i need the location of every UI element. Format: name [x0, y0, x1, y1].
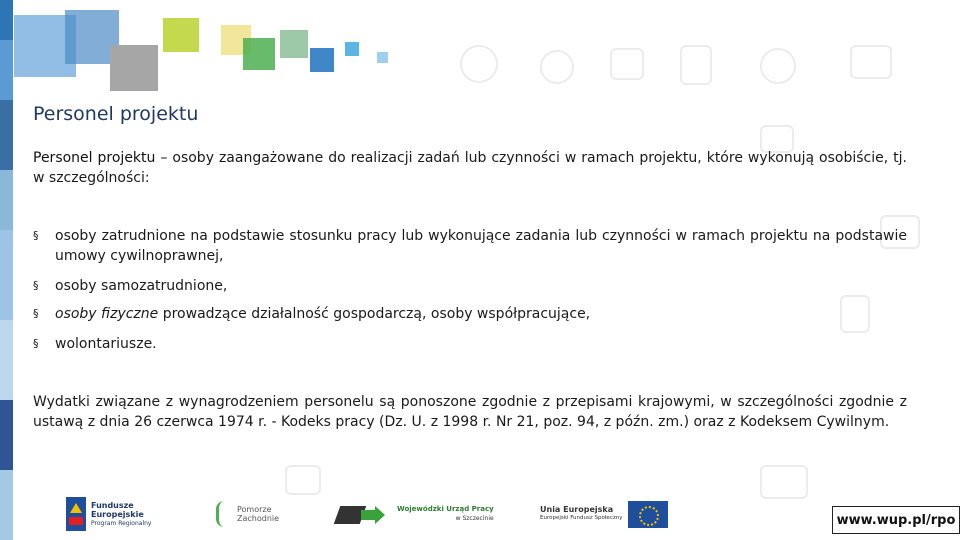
intro-text: – osoby zaangażowane do realizacji zadań lub czynności w ramach projektu, które wykonują osobiście, tj. w szczególności:	[33, 150, 907, 186]
strip-segment	[0, 400, 13, 470]
list-item-text: osoby samozatrudnione,	[55, 278, 228, 294]
decor-square	[310, 48, 334, 72]
list-item	[33, 226, 907, 266]
logo-unia-europejska	[540, 494, 668, 534]
logo1-line1: Fundusze	[91, 500, 134, 510]
decor-square	[377, 52, 388, 63]
list-item-italic: osoby fizyczne	[55, 306, 159, 322]
left-color-strip	[0, 0, 13, 540]
leaf-icon	[760, 48, 796, 84]
decor-square	[345, 42, 359, 56]
bullet-mark: §	[33, 279, 39, 292]
list-item-text: prowadzące działalność gospodarczą, osoby współpracujące,	[158, 306, 591, 322]
briefcase-icon	[285, 465, 321, 495]
bullet-mark: §	[33, 337, 39, 350]
wup-arrow-icon	[337, 502, 387, 526]
page-title: Personel projektu	[33, 103, 199, 125]
strip-segment	[0, 320, 13, 400]
strip-segment	[0, 100, 13, 170]
bullet-mark: §	[33, 229, 39, 242]
bullet-list	[33, 226, 907, 354]
speech-bubble-icon	[850, 45, 892, 79]
list-item	[33, 276, 907, 296]
logo-pomorze-zachodnie	[216, 494, 279, 534]
eu-flag-icon	[628, 501, 668, 528]
strip-segment	[0, 230, 13, 320]
list-item-text: osoby zatrudnione na podstawie stosunku pracy lub wykonujące zadania lub czynności w ramach projektu na podstawie umowy cywilnoprawnej,	[55, 228, 907, 264]
intro-lead: Personel projektu	[33, 150, 156, 166]
logo3-line2: w Szczecinie	[455, 515, 494, 522]
decor-square	[163, 18, 199, 52]
logo-fundusze-europejskie	[66, 494, 151, 534]
logo1-line2: Europejskie	[91, 509, 144, 519]
list-item	[33, 304, 907, 324]
train-icon	[680, 45, 712, 85]
legal-paragraph: Wydatki związane z wynagrodzeniem personelu są ponoszone zgodnie z przepisami krajowymi, w szczególności zgodnie z ustawą z dnia 26 czerwca 1974 r. - Kodeks pracy (Dz. U. z 1998 r. Nr 21, poz. 94, z późn. zm.) oraz z Kodeksem Cywilnym.	[33, 394, 907, 430]
tree-icon	[460, 45, 498, 83]
pomorze-leaf-icon	[216, 501, 233, 527]
logo-wup-szczecin	[337, 494, 494, 534]
strip-segment	[0, 40, 13, 100]
list-item	[33, 334, 907, 354]
decor-square	[110, 45, 158, 91]
logo2-line2: Zachodnie	[237, 514, 280, 523]
windmill-icon	[540, 50, 574, 84]
heart-icon	[610, 48, 644, 80]
intro-paragraph	[33, 148, 907, 188]
logo3-line1: Wojewódzki Urząd Pracy	[397, 505, 494, 513]
decor-square	[243, 38, 275, 70]
bullet-mark: §	[33, 307, 39, 320]
strip-segment	[0, 470, 13, 540]
list-item-text: wolontariusze.	[55, 336, 157, 352]
logo4-line1: Unia Europejska	[540, 505, 614, 514]
fence-icon	[760, 465, 808, 499]
strip-segment	[0, 0, 13, 40]
eu-funds-flag-icon	[66, 497, 86, 531]
decor-square	[280, 30, 308, 58]
logo2-line1: Pomorze	[237, 505, 272, 514]
strip-segment	[0, 170, 13, 230]
logo4-line2: Europejski Fundusz Społeczny	[540, 515, 623, 521]
website-url-link[interactable]: www.wup.pl/rpo	[832, 506, 960, 534]
logo1-line3: Program Regionalny	[91, 519, 152, 527]
